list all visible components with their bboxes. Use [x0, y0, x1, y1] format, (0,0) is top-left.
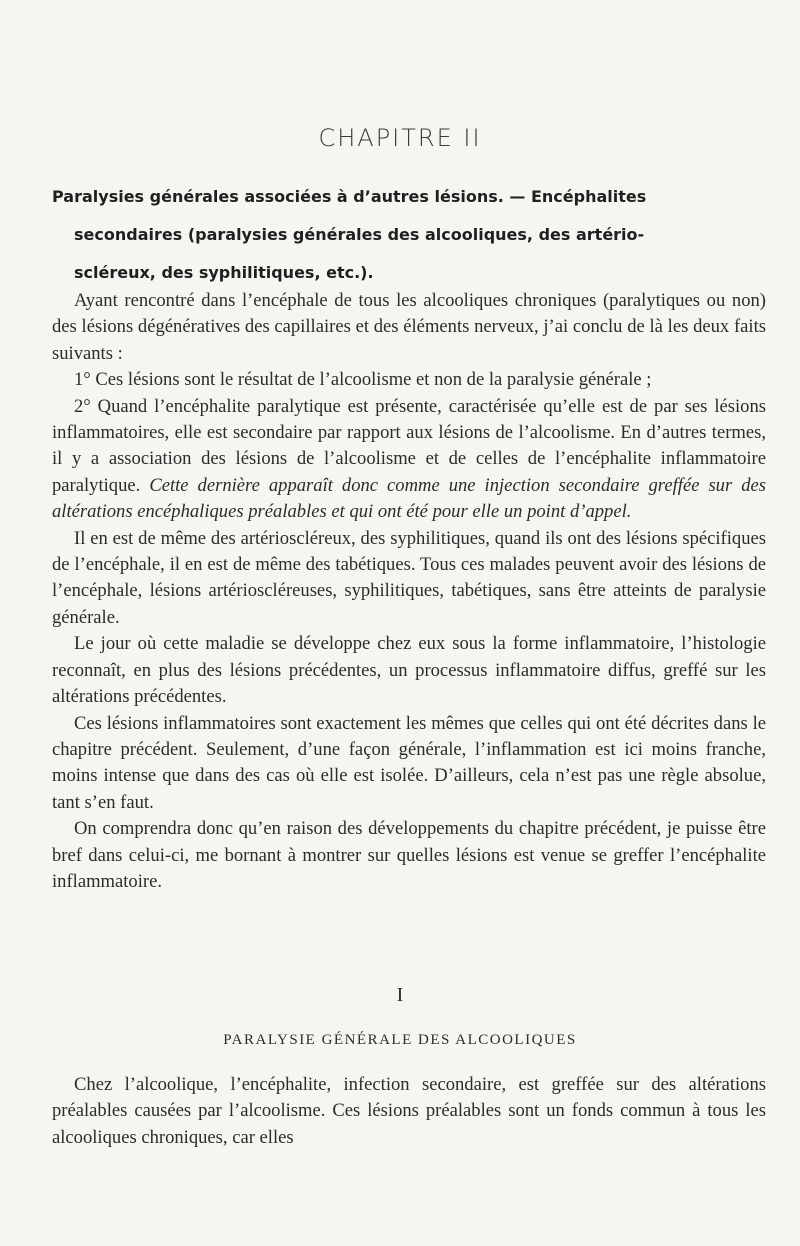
paragraph-3-italic: Cette dernière apparaît donc comme une injection secondaire greffée sur des altérations encéphaliques préalables et qui ont été pour elle un point d’appel.	[52, 474, 766, 523]
paragraph-5: Le jour où cette maladie se développe chez eux sous la forme inflammatoire, l’histologie reconnaît, en plus des lésions précédentes, un processus inflammatoire diffus, greffé sur les altérations précédentes.	[52, 633, 766, 708]
summary-line-1: Paralysies générales associées à d’autres lésions. — Encéphalites	[52, 187, 647, 206]
paragraph-2: 1° Ces lésions sont le résultat de l’alcoolisme et non de la paralysie générale ;	[74, 369, 652, 391]
section-number: I	[396, 984, 404, 1006]
paragraph-3-text: 2° Quand l’encéphalite paralytique est présente, caractérisée qu’elle est de par ses lésions inflammatoires, elle est secondaire par rapport aux lésions de l’alcoolisme. En d’autres termes, il y a association des lésions de l’alcoolisme et de celles de l’encéphalite inflammatoire paralytique.	[52, 395, 766, 496]
section-title: PARALYSIE GÉNÉRALE DES ALCOOLIQUES	[223, 1032, 577, 1048]
paragraph-7: On comprendra donc qu’en raison des développements du chapitre précédent, je puisse être bref dans celui-ci, me bornant à montrer sur quelles lésions est venue se greffer l’encéphalite inflammatoire.	[52, 818, 766, 892]
chapter-summary	[52, 178, 760, 292]
summary-line-2: secondaires (paralysies générales des alcooliques, des artério-	[74, 225, 645, 244]
chapter-title: CHAPITRE II	[318, 124, 482, 152]
paragraph-6: Ces lésions inflammatoires sont exactement les mêmes que celles qui ont été décrites dans le chapitre précédent. Seulement, d’une façon générale, l’inflammation est ici moins franche, moins intense que dans des cas où elle est isolée. D’ailleurs, cela n’est pas une règle absolue, tant s’en faut.	[52, 712, 766, 813]
section-body	[52, 1072, 766, 1151]
paragraph-4: Il en est de même des artérioscléreux, des syphilitiques, quand ils ont des lésions spécifiques de l’encéphale, il en est de même des tabétiques. Tous ces malades peuvent avoir des lésions de l’encéphale, lésions artérioscléreuses, syphilitiques, tabétiques, sans être atteints de paralysie générale.	[52, 527, 766, 628]
paragraph-3	[52, 394, 766, 526]
section-paragraph-1: Chez l’alcoolique, l’encéphalite, infection secondaire, est greffée sur des altérations préalables causées par l’alcoolisme. Ces lésions préalables sont un fonds commun à tous les alcooliques chroniques, car elles	[52, 1074, 766, 1148]
summary-line-3: scléreux, des syphilitiques, etc.).	[74, 263, 374, 282]
chapter-body	[52, 288, 766, 895]
paragraph-1: Ayant rencontré dans l’encéphale de tous les alcooliques chroniques (paralytiques ou non) des lésions dégénératives des capillaires et des éléments nerveux, j’ai conclu de là les deux faits suivants :	[52, 290, 766, 364]
